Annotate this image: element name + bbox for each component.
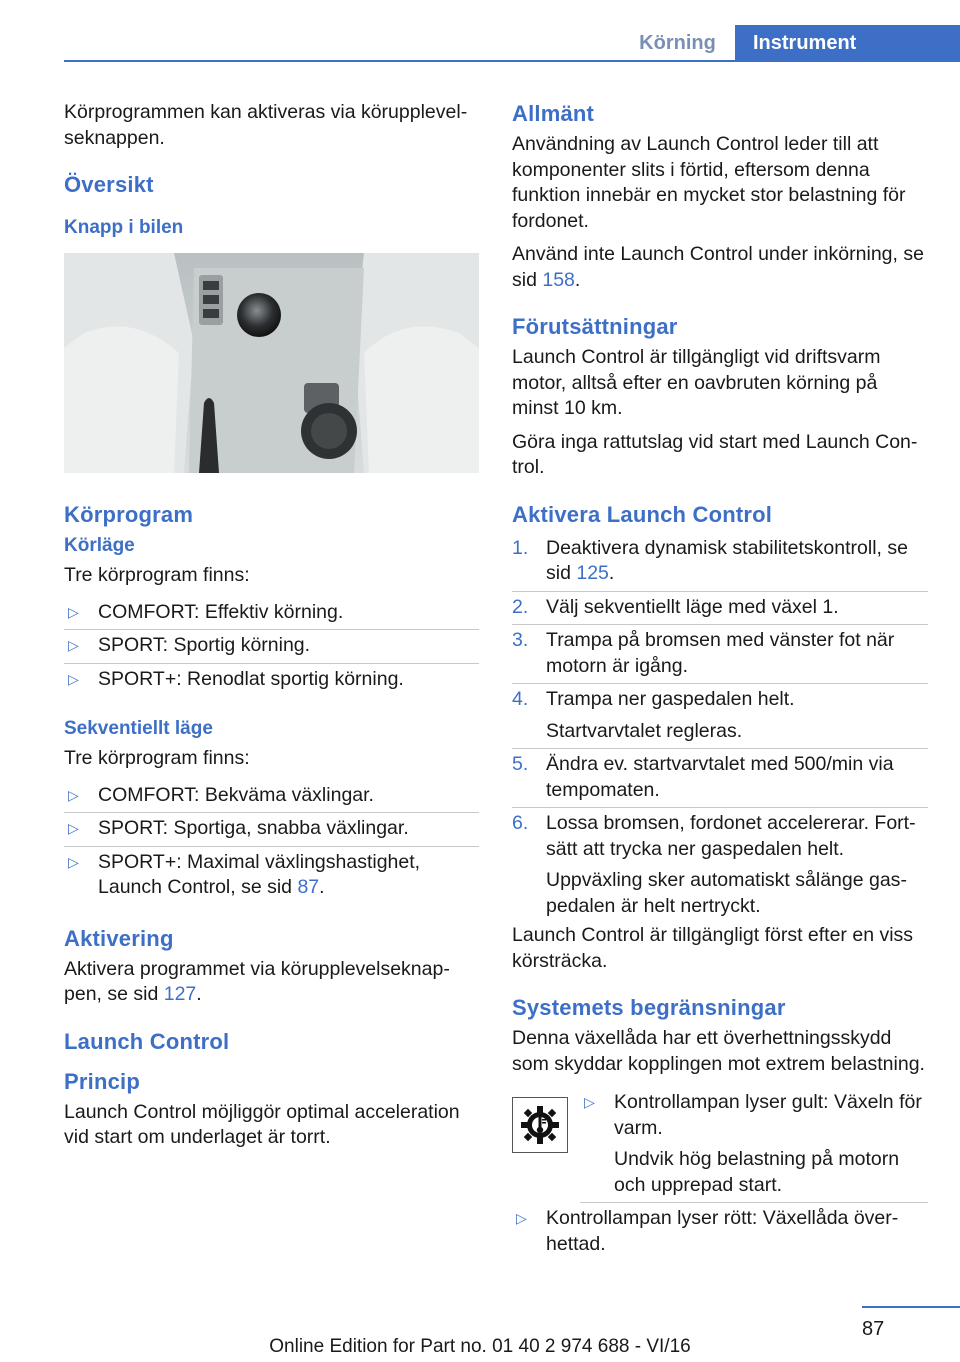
bullet-triangle-icon: ▷ [68, 853, 79, 870]
header-rule [64, 60, 960, 62]
heading-allmant: Allmänt [512, 101, 595, 126]
heading-aktivering: Aktivering [64, 925, 174, 951]
allmant-text: Användning av Launch Control leder till att komponenter slits i förtid, eftersom denna funktion innebär en mycket stor belastning för fordonet. [512, 133, 906, 232]
gearbox-temperature-icon [512, 1097, 568, 1153]
list-item: ▷ Kontrollampan lyser gult: Växeln för varm. Undvik hög belastning på motorn och upprepad start. [580, 1087, 928, 1203]
list-item: 3. Trampa på bromsen med vänster fot när motorn är igång. [512, 625, 928, 684]
page-link-87[interactable]: 87 [297, 876, 320, 898]
bullet-triangle-icon: ▷ [68, 637, 79, 653]
after-steps-text: Launch Control är tillgängligt först efter en viss körsträcka. [512, 924, 914, 972]
bullet-triangle-icon: ▷ [68, 670, 79, 687]
warning-list [580, 1087, 928, 1203]
warning-list-2 [512, 1203, 928, 1261]
header-section: Körning [639, 32, 716, 54]
list-item: ▷ SPORT+: Renodlat sportig körning. [64, 664, 479, 697]
list-item: 5. Ändra ev. startvarvtalet med 500/min via tempomaten. [512, 749, 928, 808]
heading-launch-control: Launch Control [64, 1028, 230, 1054]
right-column [512, 100, 928, 1275]
heading-princip: Princip [64, 1068, 140, 1094]
list-item: ▷ COMFORT: Bekväma växlingar. [64, 780, 479, 814]
korlage-text: Tre körprogram finns: [64, 564, 250, 586]
list-item: 6. Lossa bromsen, fordonet accelererar. Fortsätt att trycka ner gaspedalen helt. Uppväxling sker automatiskt sålänge gaspedalen är helt nertryckt. [512, 812, 916, 917]
list-item: ▷ Kontrollampan lyser rött: Växellåda överhettad. [516, 1207, 899, 1255]
heading-forutsattningar: Förutsättningar [512, 314, 678, 339]
forut-text: Launch Control är tillgängligt vid driftsvarm motor, alltså efter en oavbruten körning på minst 10 km. [512, 346, 881, 419]
heading-korlage: Körläge [64, 535, 135, 556]
page-link-158[interactable]: 158 [542, 268, 575, 291]
bullet-triangle-icon: ▷ [516, 1210, 527, 1226]
sekv-text: Tre körprogram finns: [64, 747, 250, 769]
list-item: 4. Trampa ner gaspedalen helt. Startvarvtalet regleras. [512, 684, 928, 749]
korlage-list [64, 597, 479, 697]
left-column [64, 100, 479, 1159]
warning-block [512, 1087, 928, 1217]
allmant2-text: Använd inte Launch Control under inkörning, se sid 158. [512, 243, 924, 291]
footer-edition: Online Edition for Part no. 01 40 2 974 688 - VI/16 [269, 1336, 691, 1357]
page-link-127[interactable]: 127 [163, 983, 197, 1005]
heading-systemets-begransningar: Systemets begränsningar [512, 995, 786, 1020]
intro-text: Körprogrammen kan aktiveras via körupplevelseknappen. [64, 101, 468, 149]
forut2-text: Göra inga rattutslag vid start med Launch Control. [512, 430, 918, 478]
list-item: ▷ SPORT: Sportig körning. [64, 630, 479, 664]
car-console-photo [64, 253, 479, 473]
heading-knapp-i-bilen: Knapp i bilen [64, 217, 184, 238]
list-item: ▷ SPORT+: Maximal växlingshastighet, Launch Control, se sid 87. [68, 850, 421, 898]
sekv-list [64, 780, 479, 905]
bullet-triangle-icon: ▷ [68, 786, 79, 803]
header-chapter: Instrument [735, 25, 960, 61]
list-item: 1. Deaktivera dynamisk stabilitetskontroll, se sid 125. [512, 533, 928, 592]
aktivering-text: Aktivera programmet via körupplevelseknappen, se sid 127. [64, 957, 450, 1005]
heading-korprogram: Körprogram [64, 502, 194, 527]
page-number: 87 [862, 1318, 885, 1340]
heading-sekventiellt: Sekventiellt läge [64, 718, 213, 739]
systemets-text: Denna växellåda har ett överhettningsskydd som skyddar kopplingen mot extrem belastning. [512, 1027, 925, 1075]
footer-rule [862, 1306, 960, 1308]
steps-list [512, 533, 928, 924]
bullet-triangle-icon: ▷ [584, 1094, 595, 1110]
bullet-triangle-icon: ▷ [68, 820, 79, 836]
heading-oversikt: Översikt [64, 172, 154, 197]
list-item: ▷ COMFORT: Effektiv körning. [64, 597, 479, 631]
bullet-triangle-icon: ▷ [68, 603, 79, 620]
list-item: ▷ SPORT: Sportiga, snabba växlingar. [64, 813, 479, 847]
princip-text: Launch Control möjliggör optimal acceleration vid start om underlaget är torrt. [64, 1100, 460, 1148]
list-item: 2. Välj sekventiellt läge med växel 1. [512, 592, 928, 626]
heading-aktivera-launch-control: Aktivera Launch Control [512, 501, 773, 527]
page-link-125[interactable]: 125 [576, 562, 609, 584]
